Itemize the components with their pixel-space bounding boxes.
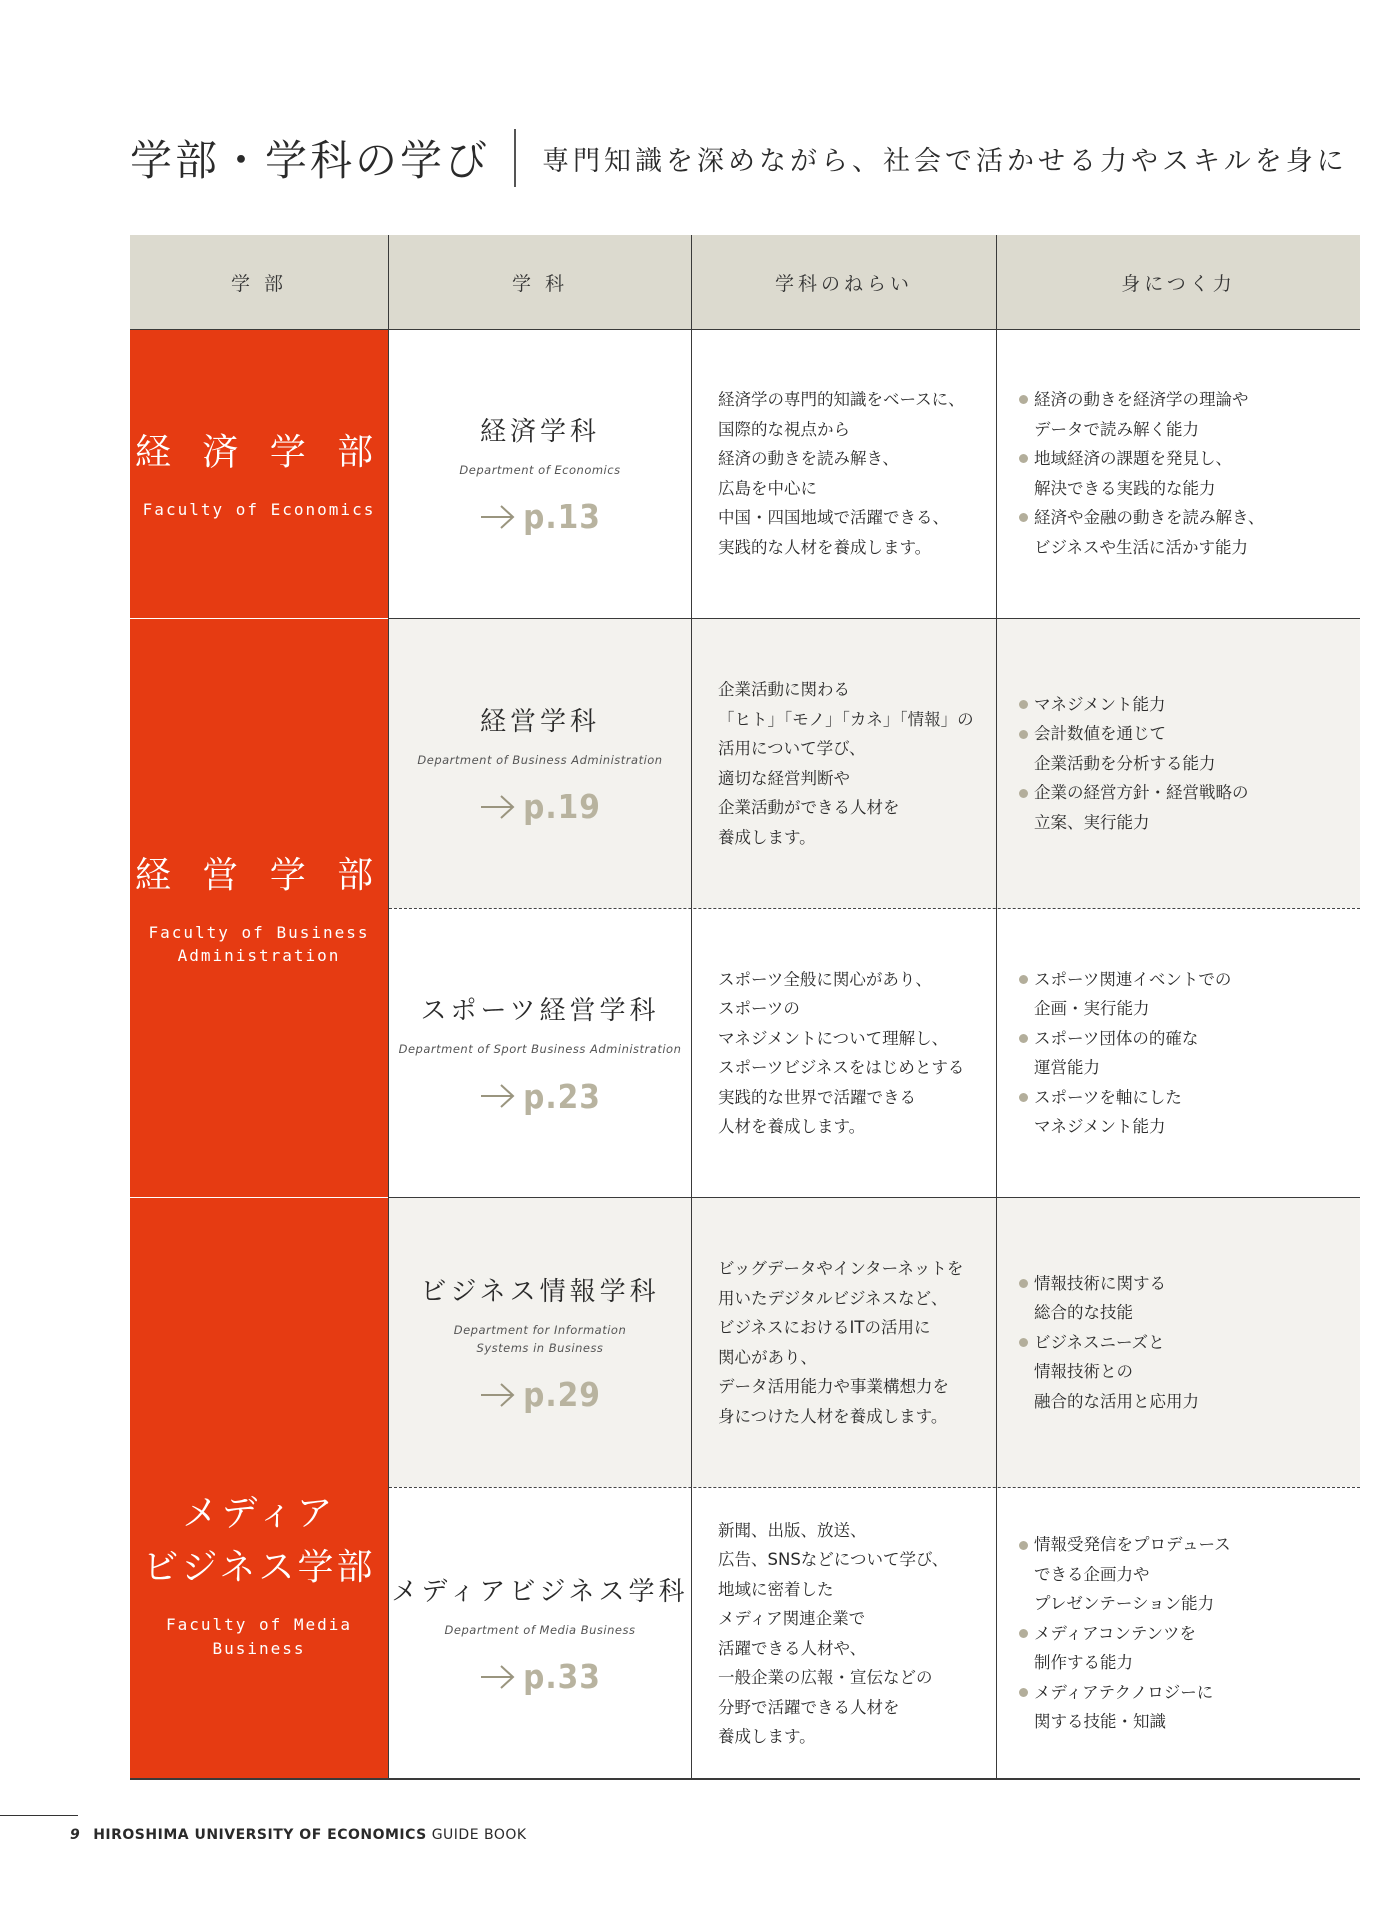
department-english-name [459, 462, 620, 480]
aim-cell [692, 619, 996, 908]
aim-line: スポーツビジネスをはじめとする [718, 1058, 965, 1077]
skill-item [1019, 965, 1231, 995]
aim-line: 活用について学び、 [718, 739, 866, 758]
skill-line: データで読み解く能力 [1034, 419, 1199, 439]
column-divider [996, 235, 997, 1779]
faculty-english-line: Faculty of Economics [142, 499, 376, 519]
department-name: ビジネス情報学科 [420, 1276, 660, 1307]
aim-line: スポーツ全般に関心があり、 [718, 969, 932, 989]
aim-line: 一般企業の広報・宣伝などの [718, 1668, 933, 1687]
page-reference-link[interactable] [479, 1375, 601, 1414]
skills-cell [997, 619, 1360, 908]
footer-university: HIROSHIMA UNIVERSITY OF ECONOMICS [93, 1827, 427, 1843]
skills-list [1019, 965, 1231, 1142]
skill-line: 会計数値を通じて [1034, 724, 1166, 744]
aim-text [718, 385, 965, 562]
aim-cell [692, 1198, 996, 1487]
skill-line: メディアテクノロジーに [1034, 1682, 1214, 1702]
aim-line: 関心があり、 [718, 1347, 817, 1367]
faculty-economics [130, 329, 388, 618]
bullet-dot-icon [1019, 395, 1028, 404]
page-number: p.13 [523, 497, 601, 537]
skill-item [1019, 1678, 1231, 1708]
aim-cell [692, 909, 996, 1197]
row-divider [388, 618, 1360, 619]
skill-line: 経済や金融の動きを読み解き、 [1034, 508, 1265, 527]
skill-item [1019, 778, 1249, 808]
aim-line: 企業活動に関わる [718, 680, 850, 699]
department-english-name [399, 1041, 682, 1059]
skill-line: スポーツ関連イベントでの [1034, 969, 1232, 989]
department-english-line: Department of Economics [459, 462, 621, 477]
arrow-right-icon [479, 1382, 517, 1408]
skill-line: 企画・実行能力 [1034, 999, 1150, 1018]
faculty-english-name [143, 498, 376, 521]
faculty-english-name [148, 921, 369, 967]
skill-line: スポーツ団体の的確な [1034, 1028, 1199, 1048]
skill-item [1019, 385, 1264, 415]
skill-line: 情報技術との [1034, 1362, 1133, 1382]
skill-line: 制作する能力 [1034, 1653, 1133, 1673]
aim-line: メディア関連企業で [718, 1609, 866, 1628]
aim-line: 経済の動きを読み解き、 [718, 449, 899, 468]
aim-line: 「ヒト」「モノ」「カネ」「情報」の [718, 709, 974, 729]
skill-item [1019, 1328, 1199, 1358]
skill-line: ビジネスニーズと [1034, 1332, 1165, 1352]
dashed-divider [389, 1487, 1360, 1488]
bullet-dot-icon [1019, 789, 1028, 798]
skills-list [1019, 1269, 1199, 1417]
bullet-dot-icon [1019, 1688, 1028, 1697]
page-title: 学部・学科の学び [130, 136, 491, 185]
aim-line: マネジメントについて理解し、 [718, 1028, 949, 1048]
header-faculty: 学 部 [130, 235, 388, 329]
department-media-business [389, 1488, 691, 1779]
aim-line: 中国・四国地域で活躍できる、 [718, 508, 949, 527]
arrow-right-icon [479, 794, 517, 820]
department-name: 経営学科 [479, 706, 600, 737]
skill-item [1019, 1024, 1231, 1054]
skill-line: プレゼンテーション能力 [1034, 1594, 1215, 1614]
department-name: スポーツ経営学科 [420, 996, 660, 1027]
skill-line: 情報受発信をプロデュース [1034, 1535, 1231, 1555]
skills-cell [997, 329, 1360, 618]
skill-line: 関する技能・知識 [1034, 1712, 1166, 1732]
skill-item [1019, 444, 1264, 474]
faculty-english-name [130, 1613, 388, 1659]
header-aim: 学科のねらい [692, 235, 996, 329]
aim-line: 適切な経営判断や [718, 768, 850, 788]
footer-book: GUIDE BOOK [431, 1827, 527, 1843]
skill-line: マネジメント能力 [1034, 1117, 1166, 1136]
department-english-name [445, 1622, 636, 1640]
skills-list [1019, 1530, 1231, 1737]
faculty-english-line: Faculty of Media Business [165, 1615, 353, 1658]
arrow-right-icon [479, 1664, 517, 1690]
skill-item [1019, 503, 1264, 533]
aim-cell [692, 329, 996, 618]
aim-text [718, 1254, 963, 1431]
skill-line: 総合的な技能 [1034, 1303, 1133, 1323]
title-divider [514, 129, 516, 187]
bullet-dot-icon [1019, 1093, 1028, 1102]
aim-line: 地域に密着した [718, 1579, 834, 1599]
aim-line: 国際的な視点から [718, 419, 850, 439]
skill-line: 情報技術に関する [1034, 1273, 1166, 1293]
skill-line: 企業の経営方針・経営戦略の [1034, 783, 1249, 803]
department-information-systems [389, 1198, 691, 1487]
faculty-name-line: メディア [182, 1493, 336, 1535]
bullet-dot-icon [1019, 1541, 1028, 1550]
skill-item [1019, 719, 1249, 749]
page-footer [0, 1815, 600, 1855]
page-number: p.19 [523, 787, 601, 827]
page-number: p.29 [523, 1375, 601, 1415]
faculty-english-line: Faculty of Business [148, 922, 370, 942]
skills-cell [997, 1488, 1360, 1779]
skill-line: メディアコンテンツを [1034, 1623, 1197, 1643]
arrow-right-icon [479, 504, 517, 530]
skill-line: 解決できる実践的な能力 [1034, 478, 1216, 498]
aim-line: ビジネスにおけるITの活用に [718, 1318, 931, 1337]
aim-line: 企業活動ができる人材を [718, 798, 900, 817]
skills-cell [997, 1198, 1360, 1487]
faculty-name [143, 1487, 376, 1595]
department-business-administration [389, 619, 691, 908]
page-number: p.33 [523, 1657, 601, 1697]
footer-rule [0, 1815, 78, 1816]
aim-text [718, 1516, 948, 1752]
aim-line: 広告、SNSなどについて学び、 [718, 1550, 949, 1569]
department-sport-business-administration [389, 909, 691, 1197]
department-english-line: Systems in Business [476, 1340, 604, 1355]
bullet-dot-icon [1019, 1629, 1028, 1638]
skill-item [1019, 1530, 1231, 1560]
aim-text [718, 675, 974, 852]
skill-line: 企業活動を分析する能力 [1034, 753, 1216, 773]
curriculum-table [130, 235, 1360, 1779]
skill-line: マネジメント能力 [1034, 694, 1166, 714]
department-english-name [454, 1322, 626, 1358]
skill-line: 経済の動きを経済学の理論や [1034, 390, 1249, 409]
skill-item [1019, 1083, 1231, 1113]
row-divider [388, 1197, 1360, 1198]
department-english-name [417, 752, 662, 770]
aim-line: データ活用能力や事業構想力を [718, 1377, 949, 1396]
department-name: 経済学科 [479, 416, 600, 447]
aim-line: 用いたデジタルビジネスなど、 [718, 1288, 948, 1308]
aim-line: 活躍できる人材や、 [718, 1638, 867, 1658]
skill-item [1019, 1619, 1231, 1649]
aim-line: スポーツの [718, 999, 800, 1018]
aim-line: 実践的な人材を養成します。 [718, 537, 932, 557]
table-bottom-border [130, 1778, 1360, 1780]
page-subtitle: 専門知識を深めながら、社会で活かせる力やスキルを身に [542, 145, 1348, 177]
bullet-dot-icon [1019, 700, 1028, 709]
skills-list [1019, 385, 1264, 562]
skill-line: できる企画力や [1034, 1564, 1150, 1584]
skill-line: 運営能力 [1034, 1058, 1100, 1077]
aim-text [718, 965, 964, 1142]
bullet-dot-icon [1019, 975, 1028, 984]
faculty-name-line: ビジネス学部 [142, 1547, 376, 1589]
bullet-dot-icon [1019, 1279, 1028, 1288]
aim-line: ビッグデータやインターネットを [718, 1259, 964, 1278]
faculty-english-line: Administration [177, 946, 341, 965]
department-english-line: Department of Sport Business Administration [398, 1042, 682, 1057]
department-name: メディアビジネス学科 [391, 1576, 689, 1607]
header-department: 学 科 [389, 235, 691, 329]
bullet-dot-icon [1019, 730, 1028, 739]
skill-line: ビジネスや生活に活かす能力 [1034, 537, 1249, 557]
aim-line: 養成します。 [718, 827, 816, 847]
skill-line: 融合的な活用と応用力 [1034, 1391, 1199, 1411]
row-divider [130, 329, 1360, 330]
aim-line: 広島を中心に [718, 478, 817, 498]
page-reference-link[interactable] [479, 1657, 601, 1696]
aim-line: 実践的な世界で活躍できる [718, 1087, 916, 1107]
arrow-right-icon [479, 1083, 517, 1109]
faculty-name: 経 済 学 部 [134, 431, 384, 473]
page-number: p.23 [523, 1076, 601, 1116]
skill-line: 地域経済の課題を発見し、 [1034, 449, 1232, 468]
skill-item [1019, 1269, 1199, 1299]
faculty-business-administration [130, 619, 388, 1197]
skill-line: スポーツを軸にした [1034, 1087, 1182, 1107]
aim-line: 経済学の専門的知識をベースに、 [718, 390, 965, 409]
aim-cell [692, 1488, 996, 1779]
department-economics [389, 329, 691, 618]
bullet-dot-icon [1019, 1338, 1028, 1347]
dashed-divider [389, 908, 1360, 909]
page-reference-link[interactable] [479, 497, 601, 536]
department-english-line: Department of Media Business [444, 1622, 636, 1637]
footer-text [70, 1827, 527, 1843]
page-header [130, 128, 1348, 188]
aim-line: 身につけた人材を養成します。 [718, 1406, 948, 1426]
skill-item [1019, 690, 1249, 720]
aim-line: 人材を養成します。 [718, 1117, 866, 1136]
skill-line: 立案、実行能力 [1034, 812, 1150, 832]
aim-line: 養成します。 [718, 1727, 816, 1746]
bullet-dot-icon [1019, 1034, 1028, 1043]
aim-line: 新聞、出版、放送、 [718, 1520, 867, 1540]
aim-line: 分野で活躍できる人材を [718, 1697, 900, 1717]
skills-list [1019, 690, 1249, 838]
faculty-media-business [130, 1198, 388, 1779]
department-english-line: Department of Business Administration [417, 752, 663, 767]
header-skills: 身につく力 [997, 235, 1360, 329]
page-reference-link[interactable] [479, 1077, 601, 1116]
bullet-dot-icon [1019, 513, 1028, 522]
skills-cell [997, 909, 1360, 1197]
bullet-dot-icon [1019, 454, 1028, 463]
department-english-line: Department for Information [453, 1322, 627, 1337]
column-divider [691, 235, 692, 1779]
footer-page-number: 9 [70, 1827, 81, 1843]
column-divider [388, 235, 389, 1779]
faculty-name: 経 営 学 部 [134, 854, 384, 896]
page-reference-link[interactable] [479, 787, 601, 826]
